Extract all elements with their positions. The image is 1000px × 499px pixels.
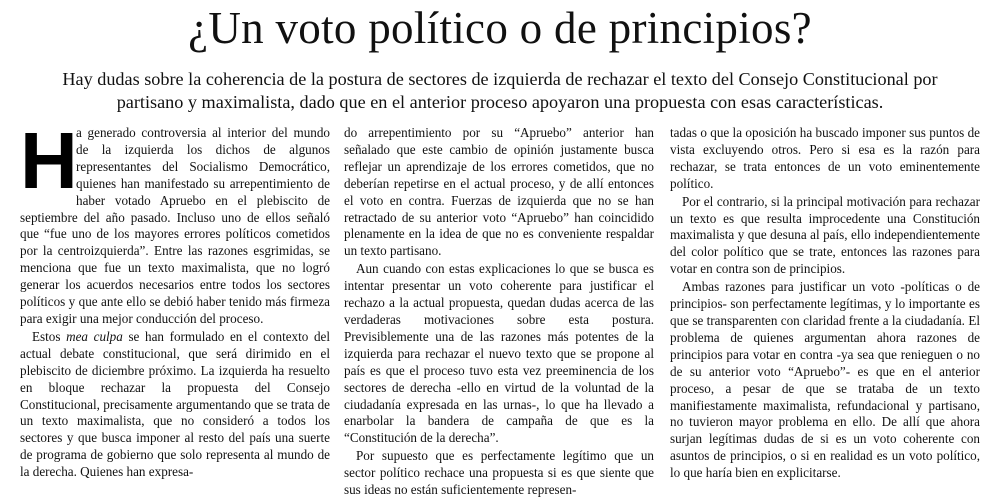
paragraph bbox=[20, 116, 330, 328]
headline: ¿Un voto político o de principios? bbox=[188, 3, 812, 53]
column-3 bbox=[670, 125, 980, 482]
paragraph: do arrepentimiento por su “Apruebo” anterior han señalado que este cambio de opinión justamente busca reflejar un aprendizaje de los errores cometidos, que no deberían repetirse en el actual proceso, y de allí entonces el voto en contra. Fuerzas de izquierda que no se han retractado de su anterior voto “Apruebo” han coincidido plenamente en la idea de que no es conveniente respaldar un texto partisano. bbox=[344, 125, 654, 259]
paragraph: Aun cuando con estas explicaciones lo que se busca es intentar presentar un voto coherente para justificar el rechazo a la actual propuesta, quedan dudas acerca de las verdaderas motivaciones sobre esta postura. Previsiblemente una de las razones más potentes de la izquierda para rechazar el nuevo texto que se propone al país es que el proceso tuvo esta vez preeminencia de los sectores de derecha -ello en virtud de la voluntad de la ciudadanía expresada en las urnas-, lo que ha llevado a enarbolar la bandera de campaña de que es la “Constitución de la derecha”. bbox=[344, 261, 654, 446]
column-2 bbox=[344, 125, 654, 499]
paragraph-text: se han formulado en el contexto del actual debate constitucional, que será dirimido en el plebiscito de diciembre próximo. La izquierda ha resuelto en bloque rechazar la propuesta del Consejo Constitucional, precisamente argumentando que se trata de un texto maximalista, que no consideró a todos los sectores y que busca imponer al resto del país una suerte de programa de gobierno que solo representa al mundo de la derecha. Quienes han expresa- bbox=[20, 328, 331, 480]
paragraph-text: Estos bbox=[32, 328, 67, 344]
italic-phrase: mea culpa bbox=[66, 328, 123, 344]
paragraph: Por el contrario, si la principal motivación para rechazar un texto es que resulta improcedente una Constitución maximalista y que desuna al país, ello independientemente del color político que se trate, entonces las razones para votar en contra son de principios. bbox=[670, 193, 980, 277]
paragraph: Ambas razones para justificar un voto -políticas o de principios- son perfectamente legítimas, y lo importante es que se transparenten con claridad frente a la ciudadanía. El problema de quienes argumentan ahora razones de principios para votar en contra -ya sea que renieguen o no de su anterior voto “Apruebo”- es que en el anterior proceso, a pesar de que se trataba de un texto manifiestamente maximalista, refundacional y partisano, no tuvieron mayor problema en ello. De allí que ahora surjan legítimas dudas de si es un voto coherente con asuntos de principios, o si en realidad es un voto político, lo que haría bien en explicitarse. bbox=[670, 279, 980, 481]
subheadline: Hay dudas sobre la coherencia de la postura de sectores de izquierda de rechazar el texto del Consejo Constitucional por partisano y maximalista, dado que en el anterior proceso apoyaron una propuesta con esas características. bbox=[62, 69, 938, 112]
column-1 bbox=[20, 116, 331, 481]
paragraph: tadas o que la oposición ha buscado imponer sus puntos de vista excluyendo otros. Pero si esa es la razón para rechazar, se trata entonces de un voto eminentemente político. bbox=[670, 125, 980, 191]
paragraph bbox=[20, 329, 330, 481]
paragraph-text: a generado controversia al interior del mundo de la izquierda los dichos de algunos representantes del Socialismo Democrático, quienes han manifestado su arrepentimiento de haber votado Apruebo en el plebiscito de septiembre del año pasado. Incluso uno de ellos señaló que “fue uno de los mayores errores políticos cometidos por la centroizquierda”. Entre las razones esgrimidas, se menciona que fue un texto maximalista, que no logró generar los acuerdos necesarios entre todos los sectores políticos y que ante ello se debió haber tenido más firmeza para exigir una mejor conducción del proceso. bbox=[20, 125, 330, 326]
paragraph: Por supuesto que es perfectamente legítimo que un sector político rechace una propuesta si es que siente que sus ideas no están suficientemente represen- bbox=[344, 448, 654, 498]
drop-cap: H bbox=[20, 116, 78, 205]
